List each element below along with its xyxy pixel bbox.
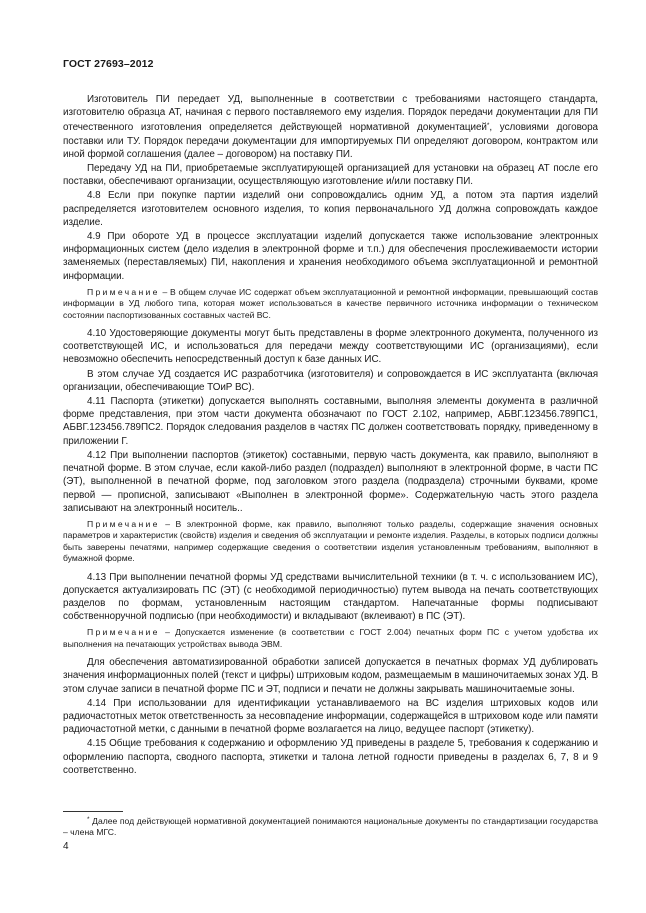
paragraph-4-9: 4.9 При обороте УД в процессе эксплуатации изделий допускается также использование электронных информационных систем (дело изделия в электронной форме и т.п.) для обеспечения прослеживаемости истории заменяемых (переставляемых) ПИ, накопления и хранения необходимого объема эксплуатационной и ремонтной информации. <box>63 231 598 282</box>
footnote-separator <box>63 811 123 812</box>
paragraph: В этом случае УД создается ИС разработчика (изготовителя) и сопровождается в ИС эксплуатанта (включая организации, обеспечивающие ТОиР ВС). <box>63 368 598 393</box>
paragraph-4-15: 4.15 Общие требования к содержанию и оформлению УД приведены в разделе 5, требования к содержанию и оформлению паспорта, сводного паспорта, этикетки и талона летной годности приведены в разделах 6, 7, 8 и 9 соответственно. <box>63 738 598 776</box>
paragraph-4-8: 4.8 Если при покупке партии изделий они сопровождались одним УД, а потом эта партия изделий распределяется изготовителем основного изделия, то копия первоначального УД должна сопровождать каждое изделие. <box>63 190 598 228</box>
page-body <box>63 93 598 778</box>
note: Примечание – В электронной форме, как правило, выполняют только разделы, содержащие значения основных параметров и характеристик (свойств) изделия и сведения об эксплуатации и ремонте изделия. Разделы, в которых подписи должны быть заверены печатями, например содержащие сведения о соответствии изделия установленным требованиям, выполняют в бумажной форме. <box>63 518 598 564</box>
footnote-mark: * <box>87 816 90 823</box>
note-label: Примечание <box>87 518 160 529</box>
paragraph-4-10: 4.10 Удостоверяющие документы могут быть представлены в форме электронного документа, полученного из соответствующей ИС, и использоваться для передачи между соответствующими ИС (организациями), если невозможно обеспечить непосредственный доступ к базе данных ИС. <box>63 328 598 366</box>
paragraph: Для обеспечения автоматизированной обработки записей допускается в печатных формах УД дублировать значения информационных полей (текст и цифры) штриховым кодом, размещаемым в машиночитаемых зонах УД. В этом случае записи в печатной форме ПС и ЭТ, подписи и печати не должны закрывать машиночитаемые зоны. <box>63 657 598 695</box>
note-label: Примечание <box>87 286 160 297</box>
paragraph-4-14: 4.14 При использовании для идентификации устанавливаемого на ВС изделия штриховых кодов или радиочастотных меток ответственность за несовпадение информации, содержащейся в штриховом коде или памяти радиочастотной метки, с данными в печатной форме возлагается на лицо, ведущее паспорт (этикетку). <box>63 697 598 736</box>
note: Примечание – Допускается изменение (в соответствии с ГОСТ 2.004) печатных форм ПС с учетом удобства их выполнения на печатающих устройствах вывода ЭВМ. <box>63 627 598 649</box>
document-header: ГОСТ 27693–2012 <box>63 58 154 70</box>
page-number: 4 <box>63 841 69 852</box>
note-label: Примечание <box>87 627 160 638</box>
footnote-marker: * <box>486 122 490 130</box>
paragraph-4-12: 4.12 При выполнении паспортов (этикеток) составными, первую часть документа, как правило, выполняют в печатной форме. В этом случае, если какой-либо раздел (подраздел) выполняют в электронной форме, в части ПС (ЭТ), выполненной в печатной форме, под заголовком этого раздела (подраздела) строчными буквами, кроме первой — прописной, записывают «Выполнен в электронной форме». Содержательную часть этого раздела записывают на электронный носитель.. <box>63 449 598 514</box>
footnote: * Далее под действующей нормативной документацией понимаются национальные документы по стандартизации государства – члена МГС. <box>63 816 598 838</box>
paragraph-4-13: 4.13 При выполнении печатной формы УД средствами вычислительной техники (в т. ч. с использованием ИС), допускается актуализировать ПС (ЭТ) (с необходимой периодичностью) путем вывода на печать соответствующих разделов по формам, установленным настоящим стандартом. Напечатанные формы подписывают собственноручной подписью (при необходимости) и вкладывают (вклеивают) в ПС (ЭТ). <box>63 571 598 623</box>
paragraph-4-11: 4.11 Паспорта (этикетки) допускается выполнять составными, выполняя элементы документа в различной форме представления, при этом части документа обозначают по ГОСТ 2.102, например, АБВГ.123456.789ПС1, АБВГ.123456.789ПС2. Порядок следования разделов в частях ПС должен соответствовать порядку, приведенному в приложении Г. <box>63 396 598 447</box>
note: Примечание – В общем случае ИС содержат объем эксплуатационной и ремонтной информации, превышающий состав информации в УД любого типа, которая может использоваться в качестве первичного источника информации о техническом состоянии паспортизованных составных частей ВС. <box>63 286 599 320</box>
paragraph: Изготовитель ПИ передает УД, выполненные в соответствии с требованиями настоящего стандарта, изготовителю образца АТ, начиная с первого поставляемого ему изделия. Порядок передачи документации для ПИ отечественного изготовления определяется действующей нормативной документацией*, условиями договора поставки или ТУ. Порядок передачи документации для импортируемых ПИ определяют договором, контрактом или иной формой соглашения (далее – договором) на поставку ПИ. <box>63 94 598 160</box>
paragraph: Передачу УД на ПИ, приобретаемые эксплуатирующей организацией для установки на образец АТ после его поставки, обеспечивают организации, осуществляющую изготовление и/или поставку ПИ. <box>63 163 598 188</box>
